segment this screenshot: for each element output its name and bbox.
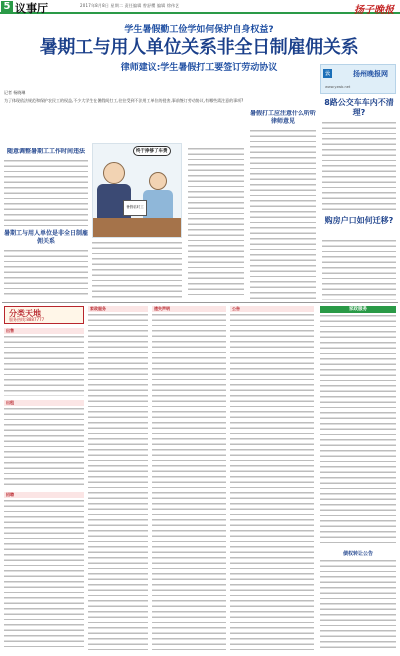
body-text-block <box>88 314 148 650</box>
ad-category: 招聘 <box>4 492 84 498</box>
sidebar-logo: 扬州晚报网 <box>353 69 388 78</box>
ad-category: 出租 <box>4 400 84 406</box>
notice-title: 债权转让公告 <box>342 551 373 557</box>
figure-head <box>103 162 125 184</box>
cartoon-illustration <box>92 143 182 238</box>
classifieds-phone: 服务热线:8887777 <box>9 317 45 322</box>
ad-listing <box>4 408 84 488</box>
contract-paper: 暑假临时工 <box>123 200 147 216</box>
body-text-block <box>320 315 396 545</box>
body-text-block <box>4 250 88 298</box>
faq-answer-2 <box>322 240 396 300</box>
right-middle-title: 暑假打工应注意什么听听律师意见 <box>250 110 316 125</box>
ad-listing <box>88 314 148 650</box>
lead-headline: 暑期工与用人单位关系非全日制雇佣关系 <box>39 37 359 58</box>
speech-bubble: 终于挣够了车费 <box>133 146 171 156</box>
notice-body <box>320 560 396 650</box>
ad-listing <box>4 500 84 650</box>
middle-column-article <box>188 148 244 298</box>
lead-paragraph: 为了体现依法规范和保护农民工的权益,不少大学生在暑假间打工,往往受到不法用工单位的侵害,事前签订劳动协议,有哪些需注意的事项? <box>4 98 244 103</box>
faq-title-1: 8路公交车车内不清理? <box>324 98 394 117</box>
ad-listing <box>4 336 84 396</box>
left-col-title-2: 暑期工与用人单位是非全日制雇佣关系 <box>4 230 88 245</box>
lead-kicker: 学生暑假勤工俭学如何保护自身权益? <box>124 25 274 35</box>
body-text-block <box>230 314 314 650</box>
faq-answer-1 <box>322 122 396 212</box>
ad-category: 出售 <box>4 328 84 334</box>
newspaper-brand: 扬子晚报 <box>354 5 394 16</box>
body-text-block <box>152 314 226 650</box>
byline: 记者 杨晓琳 <box>4 90 26 95</box>
date-line: 2017年8月8日 星期二 责任编辑 曾舒樱 编辑 徐伟艺 <box>80 3 180 8</box>
faq-title-2: 购房户口如何迁移? <box>324 216 394 225</box>
body-text-block <box>322 240 396 300</box>
sidebar-url: www.yzwb.net <box>325 85 351 89</box>
section-title: 议事厅 <box>15 2 48 15</box>
left-col-title-1: 随意调整暑期工工作时间违法 <box>6 148 85 155</box>
figure-head <box>149 172 167 190</box>
section-divider <box>2 302 398 303</box>
body-text-block <box>92 242 182 300</box>
desk-shape <box>93 218 182 238</box>
body-text-block <box>4 408 84 488</box>
left-column-article <box>4 148 88 298</box>
lead-subhead: 律师建议:学生暑假打工要签订劳动协议 <box>120 63 278 73</box>
ad-category: 家政服务 <box>88 306 148 312</box>
ad-listing <box>152 314 226 650</box>
page-number: 5 <box>1 1 13 13</box>
figure-body <box>143 190 173 220</box>
classifieds-title: 分类天地 <box>9 309 41 318</box>
body-text-block <box>322 122 396 212</box>
ad-category: 公告 <box>230 306 314 312</box>
sidebar-promo <box>320 64 396 94</box>
body-text-block <box>4 500 84 650</box>
body-text-block <box>250 130 316 300</box>
cloud-icon: 云 <box>325 71 331 77</box>
right-middle-column <box>250 110 316 300</box>
body-text-block <box>320 560 396 650</box>
ad-category: 遗失声明 <box>152 306 226 312</box>
body-text-block <box>4 336 84 396</box>
masthead <box>0 0 400 14</box>
body-text-block <box>188 148 244 298</box>
right-box-header: 家政服务 <box>320 306 396 313</box>
ad-listing <box>230 314 314 650</box>
body-text-block <box>92 242 182 300</box>
body-text-block <box>4 160 88 226</box>
classifieds-header <box>4 306 84 324</box>
ad-listing <box>320 315 396 545</box>
